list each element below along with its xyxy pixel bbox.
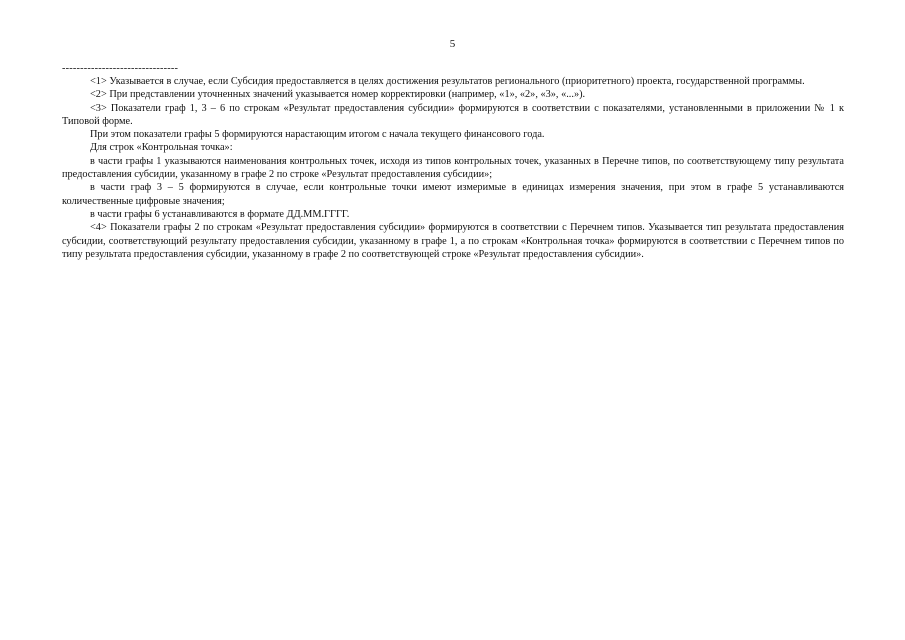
footnote-3-cumulative: При этом показатели графы 5 формируются нарастающим итогом с начала текущего финансового года. — [90, 129, 545, 141]
footnote-1: <1> Указывается в случае, если Субсидия предоставляется в целях достижения результатов регионального (приоритетного) проекта, государственной программы. — [90, 76, 805, 87]
footnote-separator: -------------------------------- — [62, 63, 179, 74]
footnote-4: <4> Показатели графы 2 по строкам «Результат предоставления субсидии» формируются в соответствии с Перечнем типов. Указывается тип результата предоставления субсидии, соответствующий результату предоставления субсидии, указанному в графе 1, а по строкам «Контрольная точка» формируются в соответствии с Перечнем типов по типу результата предоставления субсидии, указанному в графе 2 по соответствующей строке «Результат предоставления субсидии». — [62, 222, 844, 260]
page-number: 5 — [449, 38, 456, 50]
footnote-2: <2> При представлении уточненных значений указывается номер корректировки (например, «1», «2», «3», «...»). — [90, 89, 586, 101]
footnote-3-columns-3-5: в части граф 3 – 5 формируются в случае, если контрольные точки имеют измеримые в единицах измерения значения, при этом в графе 5 устанавливаются количественные цифровые значения; — [62, 182, 844, 207]
footnotes-block — [62, 62, 844, 261]
footnote-3-column-1: в части графы 1 указываются наименования контрольных точек, исходя из типов контрольных точек, указанных в Перечне типов, по соответствующему типу результата предоставления субсидии, указанному в графе 2 по строке «Результат предоставления субсидии»; — [62, 155, 844, 181]
footnote-3-column-6: в части графы 6 устанавливаются в формате ДД.ММ.ГГГГ. — [90, 208, 350, 220]
footnote-3: <3> Показатели граф 1, 3 – 6 по строкам «Результат предоставления субсидии» формируются в соответствии с показателями, установленными в приложении № 1 к Типовой форме. — [62, 102, 844, 127]
footnote-3-checkpoint-intro: Для строк «Контрольная точка»: — [90, 142, 233, 154]
